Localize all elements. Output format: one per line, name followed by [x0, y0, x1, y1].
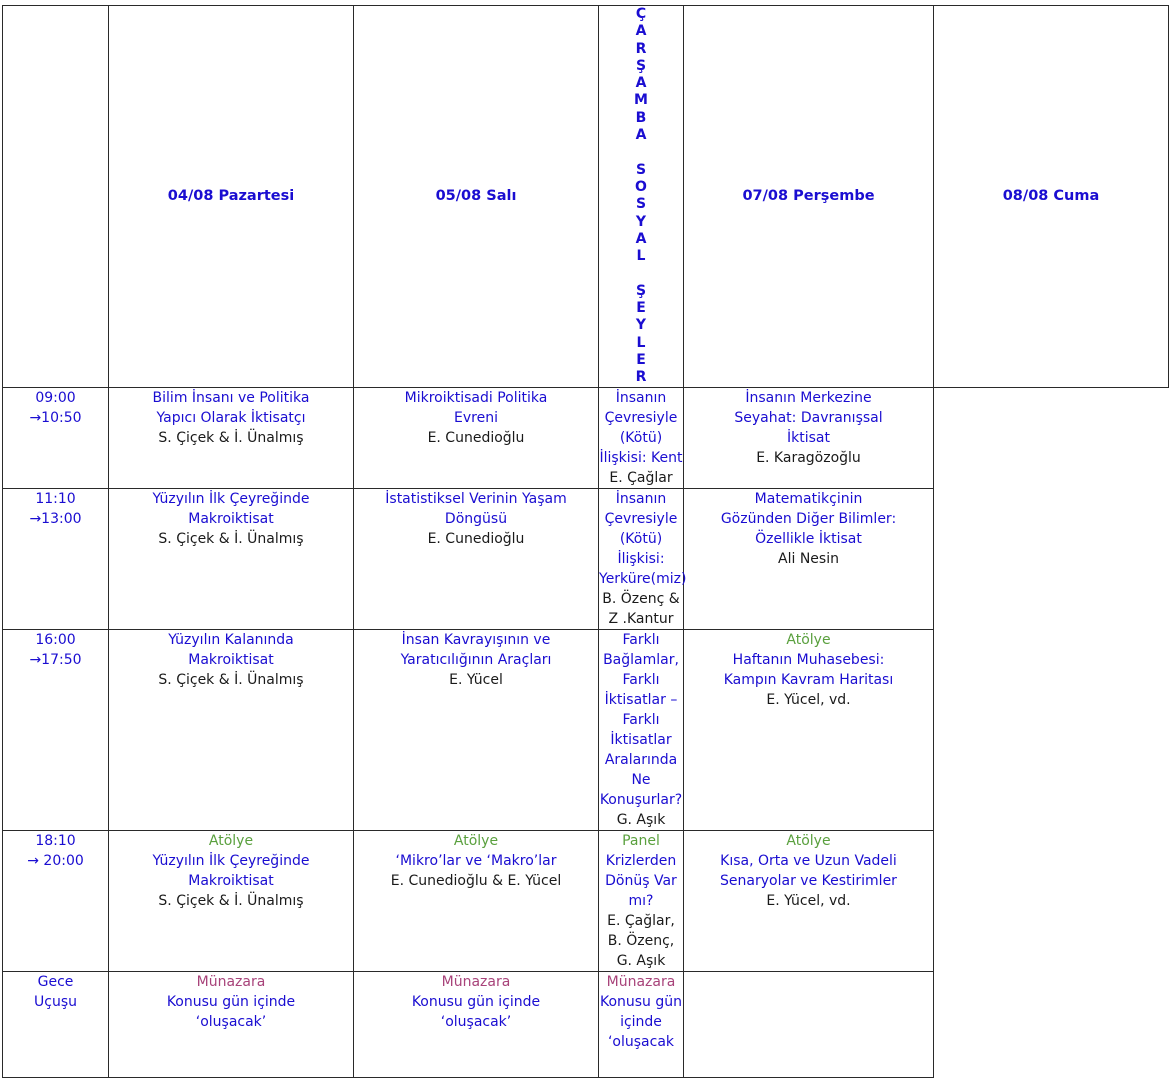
wednesday-letter: L: [636, 334, 646, 351]
wednesday-letter: Ş: [635, 282, 647, 299]
corner-cell: [3, 6, 109, 388]
session-title-line: Makroiktisat: [188, 872, 274, 889]
session-type-label: Atölye: [453, 832, 499, 849]
session-title-line: Yüzyılın Kalanında: [168, 631, 294, 648]
session-speaker: E. Yücel: [449, 671, 503, 688]
wednesday-letter: E: [636, 300, 646, 317]
session-type-label: Atölye: [208, 832, 254, 849]
session-title-line: Makroiktisat: [188, 510, 274, 527]
session-title-line: Makroiktisat: [188, 651, 274, 668]
session-cell: [684, 387, 934, 488]
session-title-line: Evreni: [454, 409, 498, 426]
time-text: → 20:00: [27, 852, 84, 869]
session-speaker: E. Çağlar: [609, 469, 673, 486]
wednesday-letter: S: [635, 161, 647, 178]
time-text: 18:10: [35, 832, 76, 849]
session-speaker: E. Çağlar, B. Özenç, G. Aşık: [607, 912, 675, 969]
time-text: 16:00: [35, 631, 76, 648]
session-cell: [354, 830, 599, 971]
session-title-line: Yüzyılın İlk Çeyreğinde: [152, 490, 310, 507]
session-cell: [109, 387, 354, 488]
session-title-line: Konusu gün içinde: [166, 993, 296, 1010]
wednesday-letter: B: [635, 109, 647, 126]
session-speaker: G. Aşık: [616, 811, 666, 828]
wednesday-letter: A: [635, 127, 647, 144]
session-cell: [684, 830, 934, 971]
session-title-line: İnsanın Çevresiyle (Kötü): [604, 490, 678, 547]
session-title-line: İnsanın Merkezine: [745, 389, 872, 406]
session-title-line: Bilim İnsanı ve Politika: [152, 389, 310, 406]
session-type-label: Münazara: [196, 973, 266, 990]
time-text: 09:00: [35, 389, 76, 406]
time-text: →13:00: [29, 510, 82, 527]
wednesday-letter: [599, 265, 683, 282]
session-title-line: Yüzyılın İlk Çeyreğinde: [152, 852, 310, 869]
session-title-line: İlişkisi: Kent: [599, 449, 683, 466]
session-speaker: S. Çiçek & İ. Ünalmış: [158, 429, 304, 446]
session-title-line: Krizlerden Dönüş Var mı?: [605, 852, 677, 909]
session-title-line: Döngüsü: [444, 510, 508, 527]
session-title-line: İktisat: [787, 429, 830, 446]
session-title-line: Konusu gün içinde: [411, 993, 541, 1010]
session-title-line: İstatistiksel Verinin Yaşam: [385, 490, 567, 507]
session-speaker: S. Çiçek & İ. Ünalmış: [158, 671, 304, 688]
wednesday-letter: R: [635, 369, 647, 386]
time-text: →17:50: [29, 651, 82, 668]
wednesday-letter: E: [636, 351, 646, 368]
schedule-table: [2, 5, 1169, 1078]
session-title-line: Kampın Kavram Haritası: [723, 671, 894, 688]
session-title-line: Gözünden Diğer Bilimler:: [720, 510, 897, 527]
session-cell: [109, 971, 354, 1077]
header-row: [3, 6, 1169, 388]
time-text: Uçuşu: [34, 993, 77, 1010]
session-title-line: Aralarında Ne Konuşurlar?: [599, 751, 683, 808]
time-slot-label: [3, 629, 109, 830]
session-title-line: ‘oluşacak’: [195, 1013, 267, 1030]
session-speaker: Ali Nesin: [778, 550, 839, 567]
session-speaker: B. Özenç & Z .Kantur: [602, 590, 680, 627]
day-header: 08/08 Cuma: [934, 6, 1169, 388]
session-title-line: Yaratıcılığının Araçları: [400, 651, 552, 668]
session-type-label: Panel: [622, 832, 660, 849]
wednesday-letter: A: [635, 23, 647, 40]
session-cell: [599, 387, 684, 488]
session-cell: [684, 629, 934, 830]
session-type-label: Atölye: [786, 631, 831, 648]
session-title-line: ‘Mikro’lar ve ‘Makro’lar: [395, 852, 557, 869]
session-cell: [354, 629, 599, 830]
session-cell: [354, 488, 599, 629]
time-text: Gece: [37, 973, 74, 990]
session-title-line: ‘oluşacak’: [440, 1013, 512, 1030]
time-slot-row: [3, 387, 1169, 488]
day-header: 04/08 Pazartesi: [109, 6, 354, 388]
wednesday-letter: A: [635, 230, 647, 247]
session-title-line: Yapıcı Olarak İktisatçı: [156, 409, 306, 426]
session-title-line: Farklı Bağlamlar, Farklı: [603, 631, 679, 688]
wednesday-social-column: [599, 6, 684, 388]
session-title-line: İlişkisi: Yerküre(miz): [599, 550, 687, 587]
session-cell: [109, 629, 354, 830]
time-slot-row: [3, 830, 1169, 971]
session-title-line: Matematikçinin: [754, 490, 863, 507]
wednesday-letter: Y: [635, 317, 647, 334]
session-speaker: E. Yücel, vd.: [766, 892, 851, 909]
time-slot-label: [3, 387, 109, 488]
session-speaker: E. Cunedioğlu & E. Yücel: [390, 872, 562, 889]
session-title-line: Konusu gün içinde: [599, 993, 683, 1030]
wednesday-letter: R: [635, 40, 647, 57]
wednesday-letter: Y: [635, 213, 647, 230]
session-cell: [599, 830, 684, 971]
session-title-line: İnsan Kavrayışının ve: [401, 631, 551, 648]
session-title-line: Haftanın Muhasebesi:: [732, 651, 885, 668]
wednesday-label: [599, 6, 683, 387]
time-text: →10:50: [29, 409, 82, 426]
wednesday-letter: M: [634, 92, 648, 109]
session-title-line: İktisatlar – Farklı İktisatlar: [604, 691, 678, 748]
wednesday-letter: Ş: [635, 57, 647, 74]
session-cell: [109, 830, 354, 971]
session-type-label: Atölye: [786, 832, 831, 849]
session-cell: [354, 971, 599, 1077]
wednesday-letter: S: [635, 196, 647, 213]
session-cell: [109, 488, 354, 629]
session-cell: [684, 971, 934, 1077]
session-title-line: Mikroiktisadi Politika: [404, 389, 548, 406]
session-speaker: E. Yücel, vd.: [766, 691, 851, 708]
time-slot-label: [3, 971, 109, 1077]
session-speaker: S. Çiçek & İ. Ünalmış: [158, 892, 304, 909]
session-cell: [599, 629, 684, 830]
wednesday-letter: [599, 144, 683, 161]
session-type-label: Münazara: [606, 973, 676, 990]
session-cell: [599, 488, 687, 629]
session-cell: [599, 971, 684, 1077]
session-title-line: Kısa, Orta ve Uzun Vadeli: [720, 852, 897, 869]
time-text: 11:10: [35, 490, 76, 507]
session-cell: [354, 387, 599, 488]
session-speaker: E. Karagözoğlu: [756, 449, 861, 466]
session-speaker: E. Cunedioğlu: [427, 429, 525, 446]
wednesday-letter: O: [635, 178, 647, 195]
night-row: [3, 971, 1169, 1077]
session-speaker: S. Çiçek & İ. Ünalmış: [158, 530, 304, 547]
day-header: 05/08 Salı: [354, 6, 599, 388]
time-slot-label: [3, 830, 109, 971]
time-slot-row: [3, 629, 1169, 830]
session-title-line: Senaryolar ve Kestirimler: [720, 872, 897, 889]
wednesday-letter: Ç: [635, 6, 647, 22]
session-title-line: Özellikle İktisat: [755, 530, 862, 547]
session-speaker: E. Cunedioğlu: [427, 530, 525, 547]
day-header: 07/08 Perşembe: [684, 6, 934, 388]
wednesday-letter: L: [636, 248, 646, 265]
session-title-line: ‘oluşacak: [607, 1033, 675, 1050]
wednesday-letter: A: [635, 75, 647, 92]
session-cell: [684, 488, 934, 629]
time-slot-label: [3, 488, 109, 629]
time-slot-row: [3, 488, 1169, 629]
session-title-line: Seyahat: Davranışsal: [734, 409, 883, 426]
session-title-line: İnsanın Çevresiyle (Kötü): [604, 389, 678, 446]
session-type-label: Münazara: [441, 973, 511, 990]
